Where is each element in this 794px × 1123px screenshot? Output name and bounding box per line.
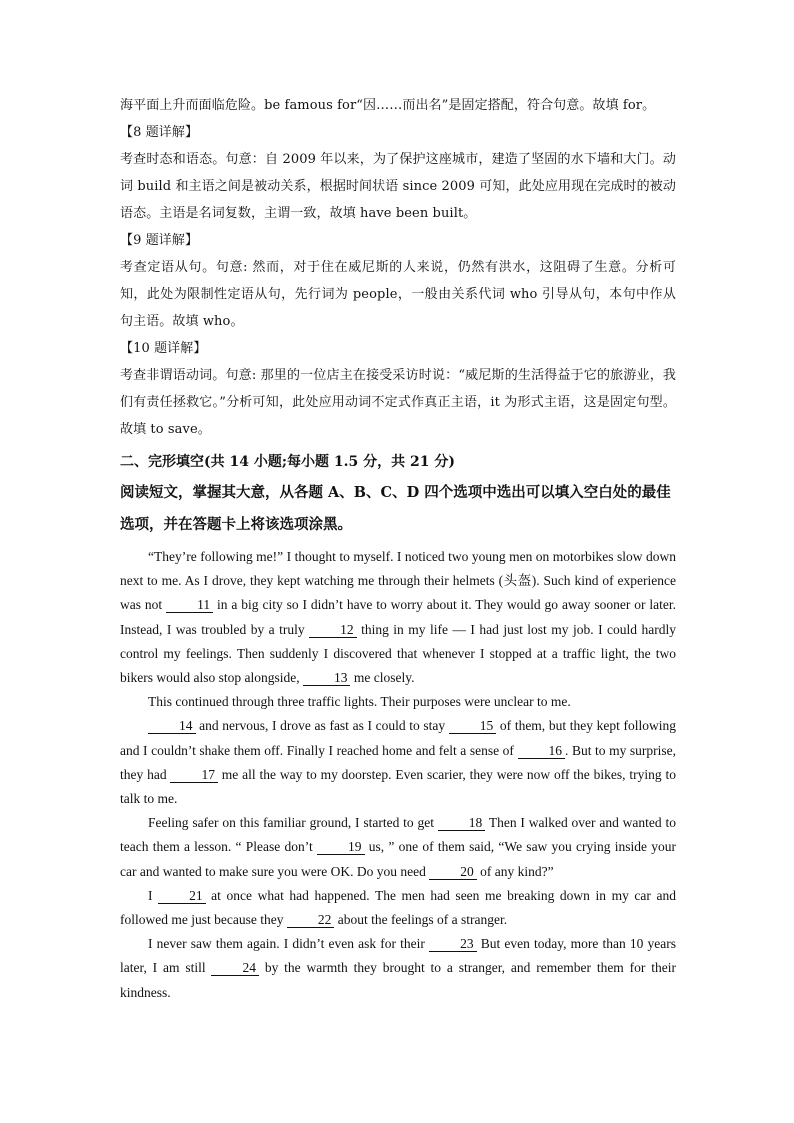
explanation-8-text: 考查时态和语态。句意：自 2009 年以来，为了保护这座城市，建造了坚固的水下墙和大门。动词 build 和主语之间是被动关系，根据时间状语 since 2009 可知，此处应用现在完成时的被动语态。主语是名词复数，主谓一致，故填 have been built。 [120,152,676,221]
passage-text: of any kind?” [476,863,554,879]
explanation-8-heading: 【8 题详解】 [120,125,199,140]
explanation-10-text: 考查非谓语动词。句意: 那里的一位店主在接受采访时说：“威尼斯的生活得益于它的旅游业，我们有责任拯救它。”分析可知，此处应用动词不定式作真正主语，it 为形式主语，这是固定句型。故填 to save。 [120,368,676,437]
passage-paragraph-4 [120,811,676,884]
passage-text: about the feelings of a stranger. [334,912,508,928]
blank-16: 16 [518,744,566,759]
cloze-passage [120,545,676,1005]
section-instruction: 阅读短文，掌握其大意，从各题 A、B、C、D 四个选项中选出可以填入空白处的最佳选项，并在答题卡上将该选项涂黑。 [120,484,671,533]
passage-paragraph-1 [120,545,676,690]
passage-text: This continued through three traffic lights. Their purposes were unclear to me. [148,694,571,710]
passage-text: us, ” one of them said, “We saw you crying inside your car and wanted to make sure you were OK. Do you need [120,839,677,879]
passage-text: and nervous, I drove as fast as I could to stay [195,718,449,734]
passage-text: Feeling safer on this familiar ground, I started to get [148,815,438,831]
blank-23: 23 [429,937,477,952]
passage-text: But even today, more than 10 years later, I am still [120,936,676,976]
passage-paragraph-5 [120,884,676,932]
passage-text: at once what had happened. The men had seen me breaking down in my car and followed me just because they [120,887,676,928]
blank-13: 13 [303,671,351,686]
passage-text: thing in my life — I had just lost my job. I could hardly control my feelings. Then suddenly I discovered that whenever I stopped at a traffic light, the two bikers would also stop alongside, [120,621,677,686]
blank-19: 19 [317,840,365,855]
passage-text: by the warmth they brought to a stranger, and remember them for their kindness. [120,960,676,1000]
blank-12: 12 [309,623,357,638]
explanation-9-text: 考查定语从句。句意: 然而，对于住在威尼斯的人来说，仍然有洪水，这阻碍了生意。分析可知，此处为限制性定语从句，先行词为 people，一般由关系代词 who 引导从句，本句中作从句主语。故填 who。 [120,260,676,329]
blank-11: 11 [166,598,213,613]
explanation-10-heading: 【10 题详解】 [120,341,207,356]
passage-text: . But to my surprise, they had [120,742,677,782]
passage-text: in a big city so I didn’t have to worry about it. They would go away sooner or later. Instead, I was troubled by a truly [120,597,676,637]
passage-text: me all the way to my doorstep. Even scarier, they were now off the bikes, trying to talk to me. [120,766,676,807]
document-page [120,92,676,1005]
passage-paragraph-3 [120,714,676,811]
passage-text: Then I walked over and wanted to teach them a lesson. “ Please don’t [120,815,676,855]
passage-paragraph-2 [120,690,676,714]
blank-14: 14 [148,719,196,734]
blank-17: 17 [170,768,218,783]
answer-explanations [120,92,676,443]
blank-22: 22 [287,913,335,928]
blank-20: 20 [429,865,477,880]
explanation-7-tail: 海平面上升而面临危险。be famous for“因……而出名”是固定搭配，符合句意。故填 for。 [120,98,656,113]
passage-text: me closely. [350,670,415,686]
passage-text: of them, but they kept following and I couldn’t shake them off. Finally I reached home and felt a sense of [120,718,676,758]
passage-text: I never saw them again. I didn’t even ask for their [148,936,430,952]
passage-paragraph-6 [120,932,676,1005]
blank-21: 21 [158,889,206,904]
blank-18: 18 [438,816,486,831]
passage-text: “They’re following me!” I thought to myself. I noticed two young men on motorbikes slow down next to me. As I drove, they kept watching me through their helmets (头盔). Such kind of experience was not [120,549,676,613]
passage-text: I [148,887,159,903]
blank-15: 15 [449,719,497,734]
section-title: 二、完形填空(共 14 小题;每小题 1.5 分，共 21 分) [120,454,455,470]
blank-24: 24 [211,961,259,976]
explanation-9-heading: 【9 题详解】 [120,233,199,248]
